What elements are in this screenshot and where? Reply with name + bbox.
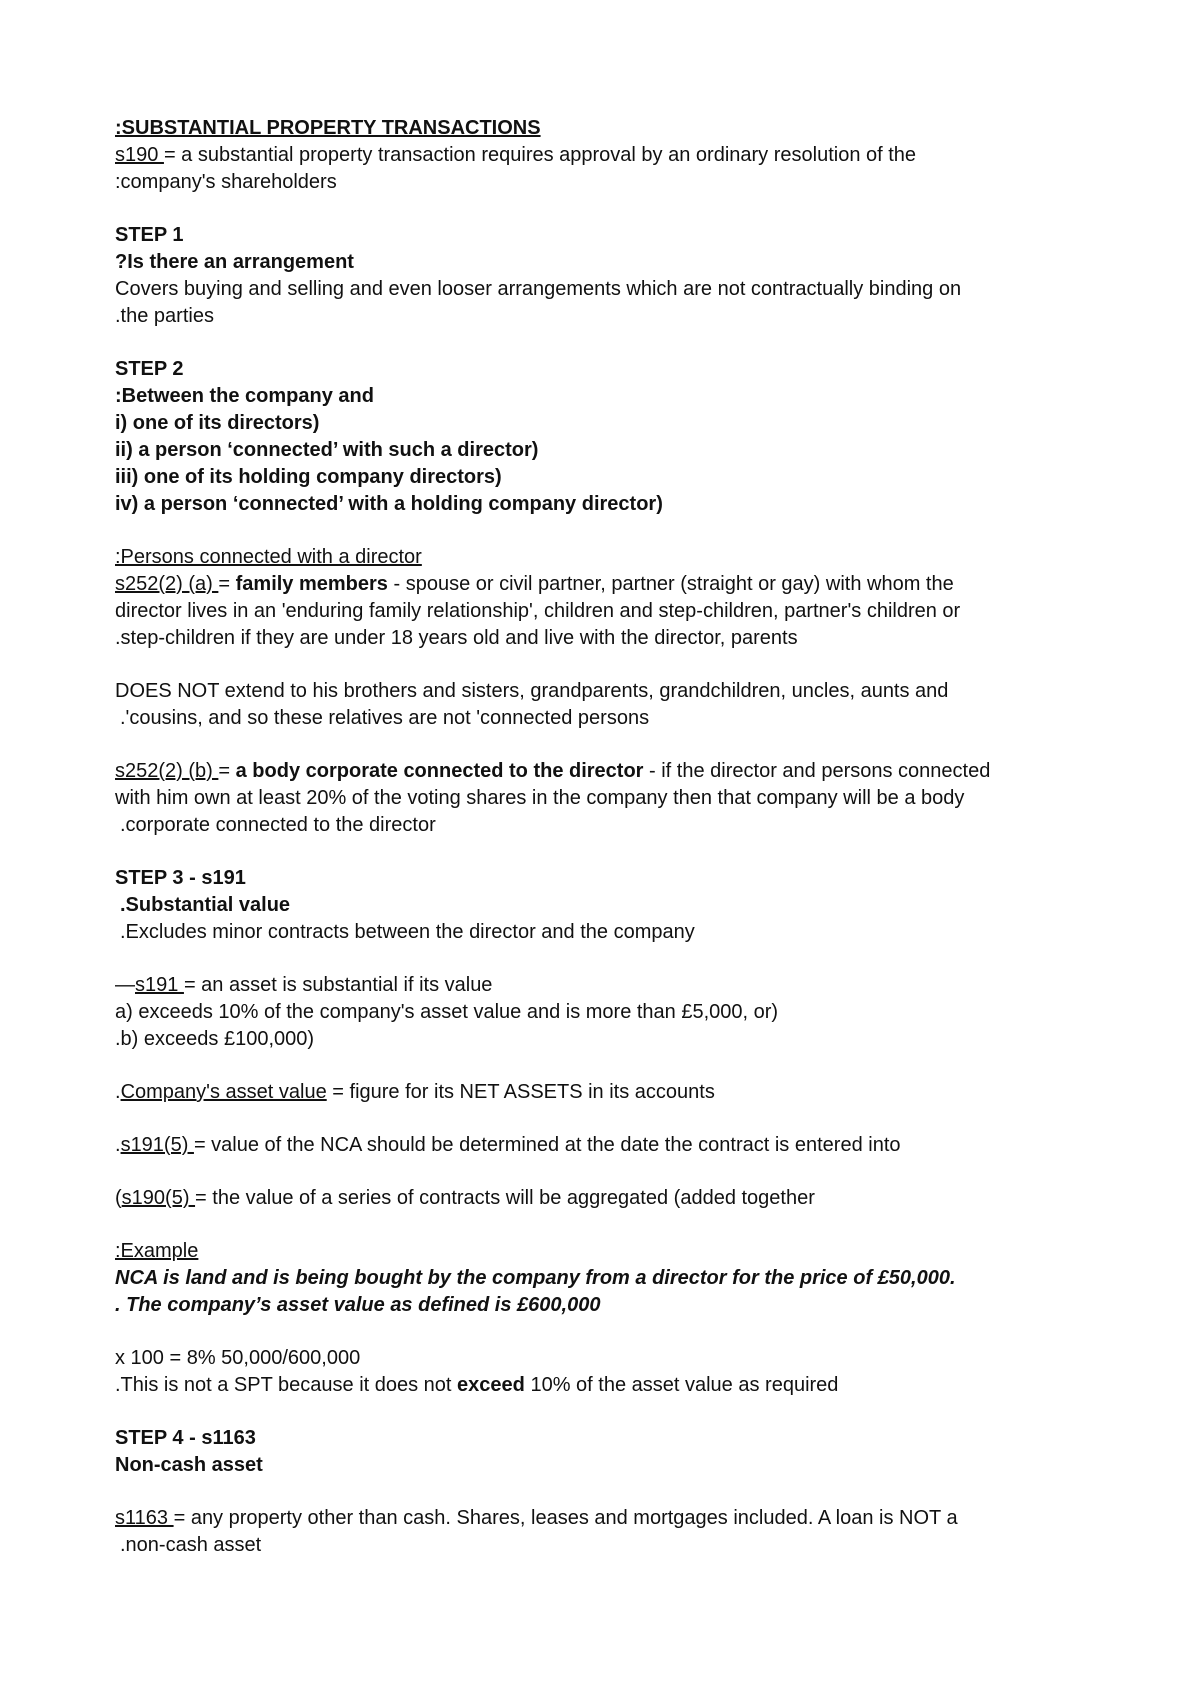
conclusion-pre: .This is not a SPT because it does not [115, 1374, 458, 1396]
s191-criterion-a: a) exceeds 10% of the company's asset value and is more than £5,000, or) [115, 1001, 779, 1023]
step4-subheading: Non-cash asset [115, 1454, 263, 1476]
spacer [115, 1319, 1115, 1345]
conclusion-post: 10% of the asset value as required [524, 1374, 839, 1396]
spacer [115, 1053, 1115, 1079]
s191-criterion-b: .b) exceeds £100,000) [115, 1028, 315, 1050]
spacer [115, 1399, 1115, 1425]
step1-line-1: Covers buying and selling and even looser arrangements which are not contractually binding on [115, 278, 962, 300]
step2-item-2: ii) a person ‘connected’ with such a director) [115, 439, 539, 461]
intro-text-1: = a substantial property transaction requires approval by an ordinary resolution of the [163, 144, 917, 166]
conclusion-bold: exceed [457, 1374, 525, 1396]
step1-subheading: ?Is there an arrangement [115, 251, 354, 273]
spacer [115, 946, 1115, 972]
not-extend-line-1: DOES NOT extend to his brothers and sisters, grandparents, grandchildren, uncles, aunts and [115, 680, 949, 702]
paren-prefix: ( [115, 1187, 122, 1209]
s252a-line-2: director lives in an 'enduring family relationship', children and step-children, partner's children or [115, 600, 961, 622]
s1163-line-1 [115, 1505, 1115, 1532]
step4-heading: STEP 4 - s1163 [115, 1427, 256, 1449]
asset-value-text: = figure for its NET ASSETS in its accounts [326, 1081, 715, 1103]
step2-item-3: iii) one of its holding company directors) [115, 466, 502, 488]
s252a-line-1 [115, 571, 1115, 598]
equals-sign: = [218, 573, 236, 595]
calculation-line: x 100 = 8% 50,000/600,000 [115, 1347, 361, 1369]
s1915-text: = value of the NCA should be determined at the date the contract is entered into [193, 1134, 901, 1156]
section-ref-s252b: s252(2) (b) [115, 760, 219, 782]
example-line-2: . The company’s asset value as defined is £600,000 [115, 1294, 601, 1316]
spacer [115, 652, 1115, 678]
s1915-line [115, 1132, 1115, 1159]
s252a-line-3: .step-children if they are under 18 years old and live with the director, parents [115, 627, 798, 649]
section-ref-s1163: s1163 [115, 1507, 174, 1529]
s252b-line-3: .corporate connected to the director [120, 814, 436, 836]
intro-line-1 [115, 142, 1115, 169]
s252a-text-1: - spouse or civil partner, partner (straight or gay) with whom the [387, 573, 954, 595]
spacer [115, 330, 1115, 356]
s252b-text-1: - if the director and persons connected [643, 760, 991, 782]
equals-sign: = [218, 760, 236, 782]
s1163-text-1: = any property other than cash. Shares, leases and mortgages included. A loan is NOT a [173, 1507, 958, 1529]
s252b-line-1 [115, 758, 1115, 785]
dot-prefix: . [115, 1134, 121, 1156]
spacer [115, 196, 1115, 222]
step1-heading: STEP 1 [115, 224, 184, 246]
step3-line-1: .Excludes minor contracts between the director and the company [120, 921, 695, 943]
s1905-text: = the value of a series of contracts will be aggregated (added together [195, 1187, 815, 1209]
dash-prefix: — [115, 974, 135, 996]
example-line-1: NCA is land and is being bought by the company from a director for the price of £50,000. [115, 1267, 956, 1289]
step2-lead: :Between the company and [115, 385, 374, 407]
section-ref-s252a: s252(2) (a) [115, 573, 219, 595]
asset-value-line [115, 1079, 1115, 1106]
document-page [115, 115, 1115, 1559]
spacer [115, 1159, 1115, 1185]
s252b-bold-term: a body corporate connected to the director [235, 760, 644, 782]
example-heading: :Example [115, 1240, 199, 1262]
spacer [115, 1106, 1115, 1132]
section-ref-s191: s191 [135, 974, 184, 996]
step2-item-1: i) one of its directors) [115, 412, 320, 434]
s1163-line-2: .non-cash asset [120, 1534, 262, 1556]
conclusion-line [115, 1372, 1115, 1399]
step3-subheading: .Substantial value [120, 894, 291, 916]
step1-line-2: .the parties [115, 305, 214, 327]
s252a-bold-term: family members [235, 573, 388, 595]
section-ref-s1915: s191(5) [120, 1134, 194, 1156]
spacer [115, 732, 1115, 758]
s252b-line-2: with him own at least 20% of the voting shares in the company then that company will be a body [115, 787, 965, 809]
document-title: :SUBSTANTIAL PROPERTY TRANSACTIONS [115, 117, 541, 139]
s191-text: = an asset is substantial if its value [183, 974, 493, 996]
spacer [115, 839, 1115, 865]
s191-line [115, 972, 1115, 999]
section-ref-s1905: s190(5) [121, 1187, 196, 1209]
step3-heading: STEP 3 - s191 [115, 867, 246, 889]
spacer [115, 518, 1115, 544]
asset-value-term: Company's asset value [120, 1081, 327, 1103]
step2-item-4: iv) a person ‘connected’ with a holding company director) [115, 493, 663, 515]
section-ref-s190: s190 [115, 144, 164, 166]
dot-prefix: . [115, 1081, 121, 1103]
s1905-line [115, 1185, 1115, 1212]
step2-heading: STEP 2 [115, 358, 184, 380]
spacer [115, 1479, 1115, 1505]
persons-connected-heading: :Persons connected with a director [115, 546, 422, 568]
spacer [115, 1212, 1115, 1238]
intro-line-2: :company's shareholders [115, 171, 337, 193]
not-extend-line-2: .'cousins, and so these relatives are not 'connected persons [120, 707, 650, 729]
